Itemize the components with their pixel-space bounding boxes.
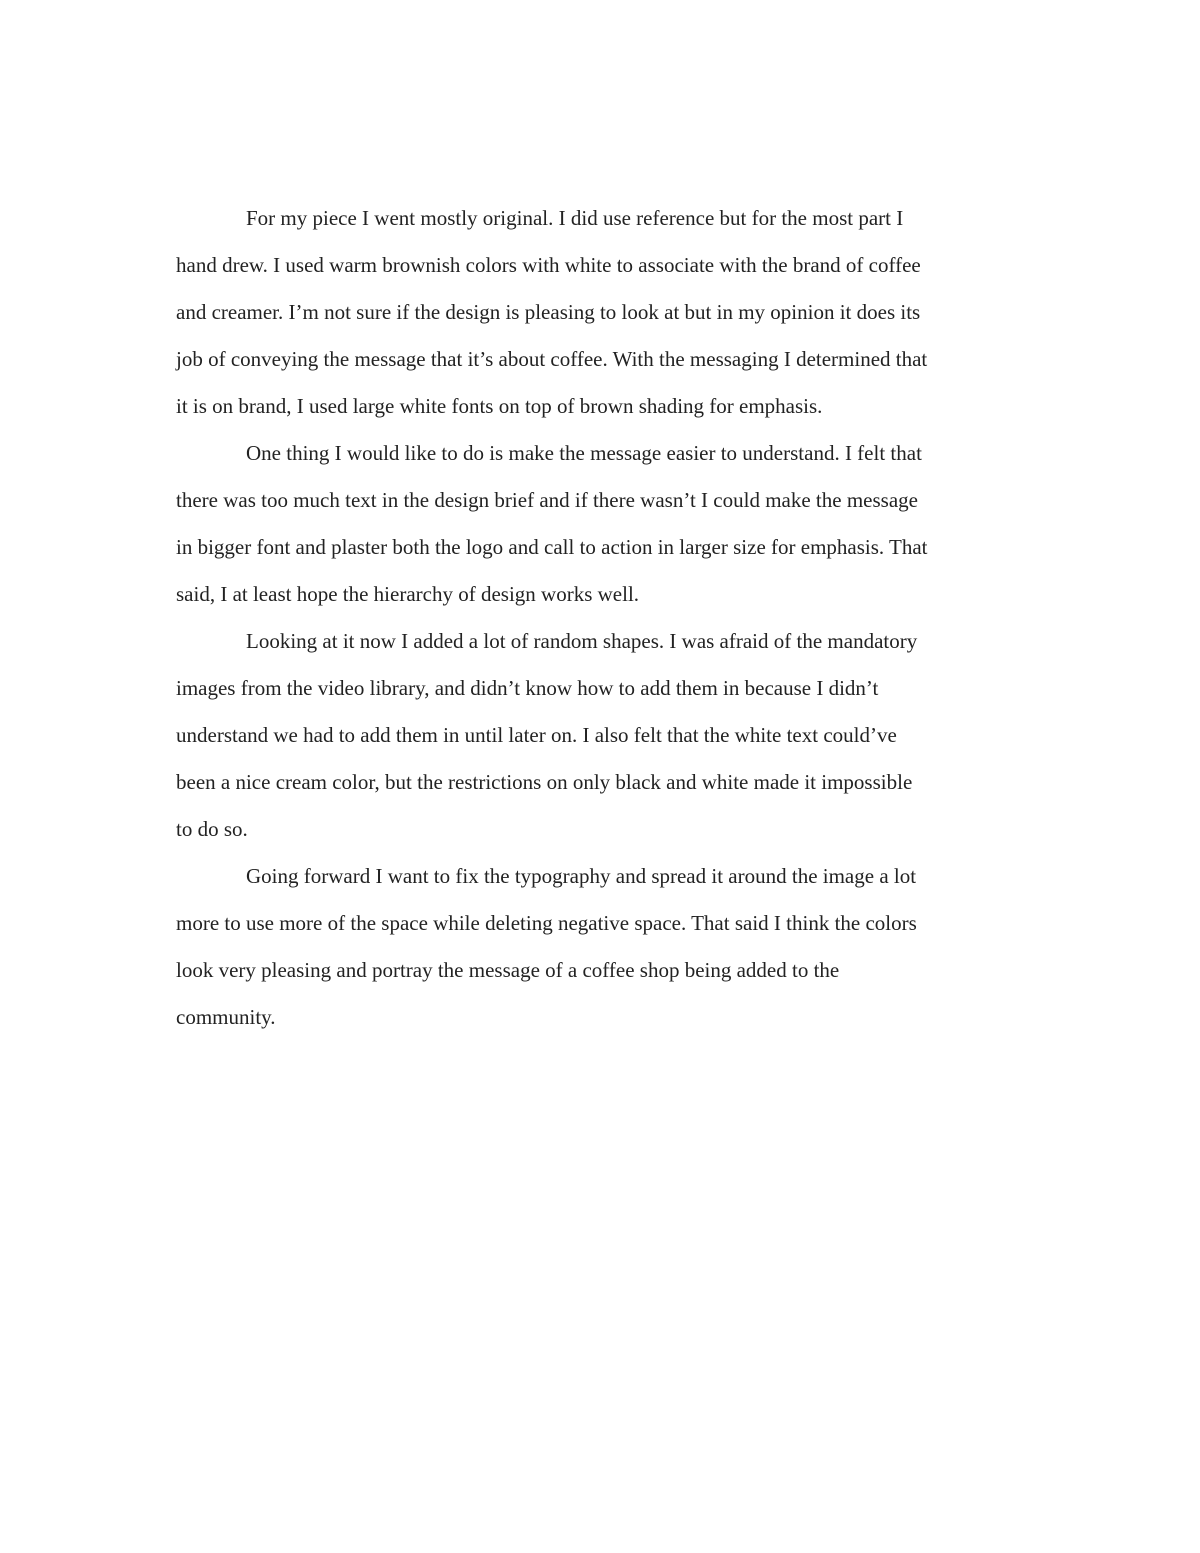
paragraph-line: there was too much text in the design brief and if there wasn’t I could make the message: [176, 488, 918, 512]
paragraph-line: said, I at least hope the hierarchy of design works well.: [176, 582, 640, 606]
paragraph-2: [176, 430, 1031, 618]
paragraph-line: hand drew. I used warm brownish colors with white to associate with the brand of coffee: [176, 253, 921, 277]
paragraph-line: community.: [176, 1005, 276, 1029]
document-body: [176, 195, 1031, 1041]
paragraph-line: Looking at it now I added a lot of random shapes. I was afraid of the mandatory: [246, 629, 918, 653]
paragraph-1: [176, 195, 1031, 430]
paragraph-line: and creamer. I’m not sure if the design is pleasing to look at but in my opinion it does its: [176, 300, 921, 324]
paragraph-line: in bigger font and plaster both the logo and call to action in larger size for emphasis. That: [176, 535, 928, 559]
paragraph-line: understand we had to add them in until later on. I also felt that the white text could’ve: [176, 723, 897, 747]
paragraph-line: For my piece I went mostly original. I did use reference but for the most part I: [246, 206, 904, 230]
paragraph-line: it is on brand, I used large white fonts on top of brown shading for emphasis.: [176, 394, 823, 418]
paragraph-line: been a nice cream color, but the restrictions on only black and white made it impossible: [176, 770, 913, 794]
paragraph-line: job of conveying the message that it’s about coffee. With the messaging I determined that: [176, 347, 928, 371]
paragraph-4: [176, 853, 1031, 1041]
paragraph-line: more to use more of the space while deleting negative space. That said I think the colors: [176, 911, 917, 935]
paragraph-line: Going forward I want to fix the typography and spread it around the image a lot: [246, 864, 917, 888]
paragraph-line: One thing I would like to do is make the message easier to understand. I felt that: [246, 441, 922, 465]
paragraph-line: look very pleasing and portray the message of a coffee shop being added to the: [176, 958, 840, 982]
paragraph-line: to do so.: [176, 817, 248, 841]
paragraph-3: [176, 618, 1031, 853]
paragraph-line: images from the video library, and didn’t know how to add them in because I didn’t: [176, 676, 879, 700]
